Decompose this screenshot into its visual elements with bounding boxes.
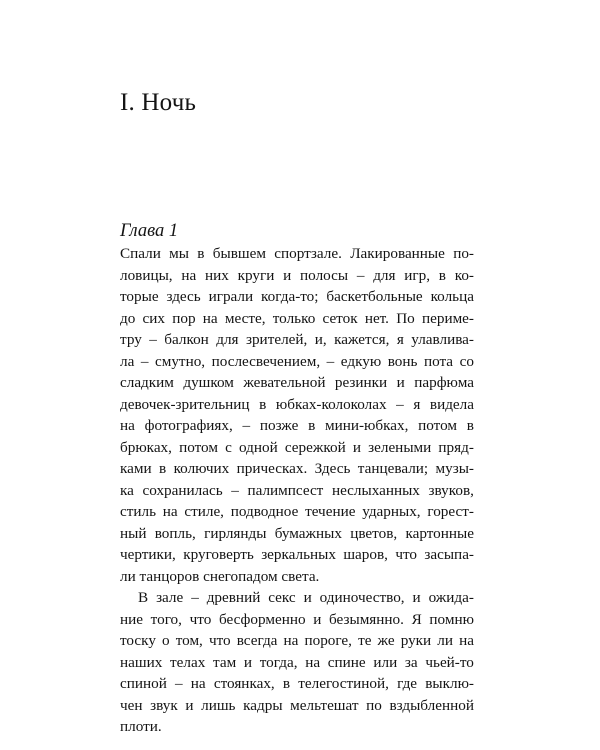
word: картонные [405,524,474,542]
text-line [120,265,474,287]
word: кадры [243,696,283,714]
word: течение [305,503,356,520]
word: ко- [454,266,474,284]
word: потом [179,438,218,456]
word: что [395,546,417,563]
text-line [120,372,474,394]
word: потом [418,417,457,434]
word: ли танцоров снегопадом света. [120,567,320,585]
word: в [197,245,205,262]
word: того, [150,610,182,628]
word: стоянках, [213,675,275,692]
word: и [313,610,322,628]
word: спине [327,653,366,671]
word: и, [314,331,327,348]
word: игр, [404,266,431,284]
word: пряд- [438,438,474,456]
text-line [120,716,474,738]
word: бывшем [212,245,266,262]
word: в [159,460,167,477]
word: – [326,352,335,370]
text-line [120,458,474,480]
word: душком [183,374,234,391]
word: безымянно. [329,610,404,628]
word: послесвечением, [211,352,321,370]
word: руки [400,632,432,649]
word: – [191,589,199,606]
word: парфюма [414,374,474,391]
word: стиль [120,503,157,520]
word: спортзале. [274,245,342,262]
word: балкон [164,331,209,348]
word: Здесь [314,460,351,477]
word: тру [120,331,142,348]
part-title: I. Ночь [120,89,197,116]
word: пор [172,309,196,327]
word: телах [170,653,206,671]
word: по [366,696,382,714]
word: на [162,503,178,520]
word: что [208,632,231,649]
word: на [190,675,206,692]
word: резинки [334,374,388,391]
word: стиле, [184,503,224,520]
text-line [120,351,474,373]
word: и [352,438,361,456]
word: кольца [430,288,474,305]
word: ударных, [362,503,421,520]
word: чьей-то [425,653,474,671]
word: Лакированные [350,245,445,262]
word: плоти. [120,718,162,735]
word: том, [175,632,203,649]
word: на [305,653,321,671]
word: По [396,309,415,327]
word: сих [142,309,166,327]
word: зелеными [368,438,432,456]
word: бумажных [274,524,342,542]
word: девочек-зрительниц [120,395,250,413]
word: В [138,589,149,606]
word: со [459,352,474,370]
word: ками [120,460,152,477]
text-line [120,329,474,351]
chapter-body-text [120,243,474,738]
word: до [120,309,136,327]
text-line [120,652,474,674]
word: пота [423,352,454,370]
word: вопль, [154,524,196,542]
word: и [185,696,194,714]
word: звуков, [428,481,474,499]
word: только [272,309,316,327]
word: вонь [387,352,418,370]
word: – [175,675,183,692]
word: ли [437,632,453,649]
word: торые [120,288,159,305]
text-line [120,437,474,459]
word: неслыханных [331,481,420,499]
word: пороге, [304,632,352,649]
word: когда-то; [261,288,319,305]
word: или [373,653,398,671]
word: с [225,438,232,456]
word: – [149,331,157,348]
word: – [140,352,149,370]
word: я [396,331,404,348]
word: играли [208,288,254,305]
word: круги [237,266,275,284]
word: древний [206,589,261,606]
word: мы [169,245,189,262]
word: цветов, [350,524,398,542]
word: для [216,331,239,348]
word: баскетбольные [326,288,423,305]
text-line [120,394,474,416]
word: брюках, [120,438,172,456]
word: смутно, [154,352,206,370]
word: ние [120,610,143,628]
word: мельтешат [290,696,359,714]
word: подводное [230,503,299,520]
word: юбках-колоколах [275,395,387,413]
word: круговерть [183,546,254,563]
word: Я [411,610,422,628]
word: месте, [224,309,266,327]
word: там [213,653,237,671]
word: них [205,266,229,284]
word: танцевали; [357,460,429,477]
word: вздыбленной [389,696,474,714]
word: тогда, [259,653,298,671]
word: жевательной [243,374,326,391]
word: лишь [201,696,236,714]
word: видела [429,395,474,413]
word: Спали [120,245,161,262]
word: – [242,417,251,434]
word: – [356,266,365,284]
word: шаров, [343,546,388,563]
word: здесь [166,288,201,305]
word: бесформенно [218,610,306,628]
word: ожида- [428,589,474,606]
word: спиной [120,675,167,692]
word: же [377,632,395,649]
word: звук [150,696,178,714]
word: телегостиной, [298,675,389,692]
word: помню [429,610,474,628]
text-line [120,243,474,265]
word: в [259,395,267,413]
word: наших [120,653,163,671]
word: зале [156,589,184,606]
word: прическах. [236,460,308,477]
word: одной [239,438,278,456]
text-line [120,673,474,695]
word: – [396,395,404,413]
word: ный [120,524,147,542]
text-line [120,544,474,566]
word: засыпа- [424,546,474,563]
word: фотографиях, [144,417,233,434]
word: палимпсест [247,481,324,499]
word: на [120,417,135,434]
word: за [404,653,418,671]
text-line [120,609,474,631]
word: кажется, [334,331,390,348]
word: полосы [300,266,349,284]
word: где [397,675,418,692]
word: периме- [421,309,474,327]
word: улавлива- [411,331,474,348]
word: музы- [435,460,474,477]
text-line [120,587,474,609]
text-line [120,480,474,502]
text-line [120,415,474,437]
word: гирлянды [204,524,267,542]
word: ла [120,352,135,370]
text-line [120,501,474,523]
word: для [373,266,396,284]
word: и [303,589,312,606]
word: и [243,653,253,671]
word: сладким [120,374,174,391]
word: о [162,632,170,649]
word: те [358,632,372,649]
word: ка [120,481,134,499]
word: и [412,589,421,606]
word: горест- [427,503,474,520]
word: на [202,309,218,327]
word: и [283,266,292,284]
word: сережкой [284,438,346,456]
text-line [120,286,474,308]
word: тоску [120,632,156,649]
word: в [282,675,291,692]
text-line [120,695,474,717]
word: в [308,417,316,434]
word: секс [268,589,296,606]
word: выклю- [425,675,474,692]
text-line [120,523,474,545]
word: чертики, [120,546,176,563]
word: одиночество, [319,589,405,606]
text-line [120,630,474,652]
text-line [120,308,474,330]
word: сохранилась [142,481,223,499]
word: – [231,481,239,499]
word: на [459,632,474,649]
word: что [189,610,212,628]
word: едкую [340,352,382,370]
word: я [413,395,421,413]
word: на [181,266,197,284]
word: и [396,374,405,391]
word: в [438,266,446,284]
word: по- [453,245,474,262]
word: в [466,417,474,434]
text-line [120,566,474,588]
word: нет. [364,309,389,327]
word: чен [120,696,143,714]
word: позже [259,417,299,434]
word: сеток [322,309,358,327]
word: зеркальных [261,546,336,563]
word: на [283,632,299,649]
word: всегда [236,632,278,649]
word: ловицы, [120,266,173,284]
word: зрителей, [245,331,308,348]
chapter-title: Глава 1 [120,221,179,241]
word: колючих [173,460,230,477]
word: мини-юбках, [324,417,409,434]
